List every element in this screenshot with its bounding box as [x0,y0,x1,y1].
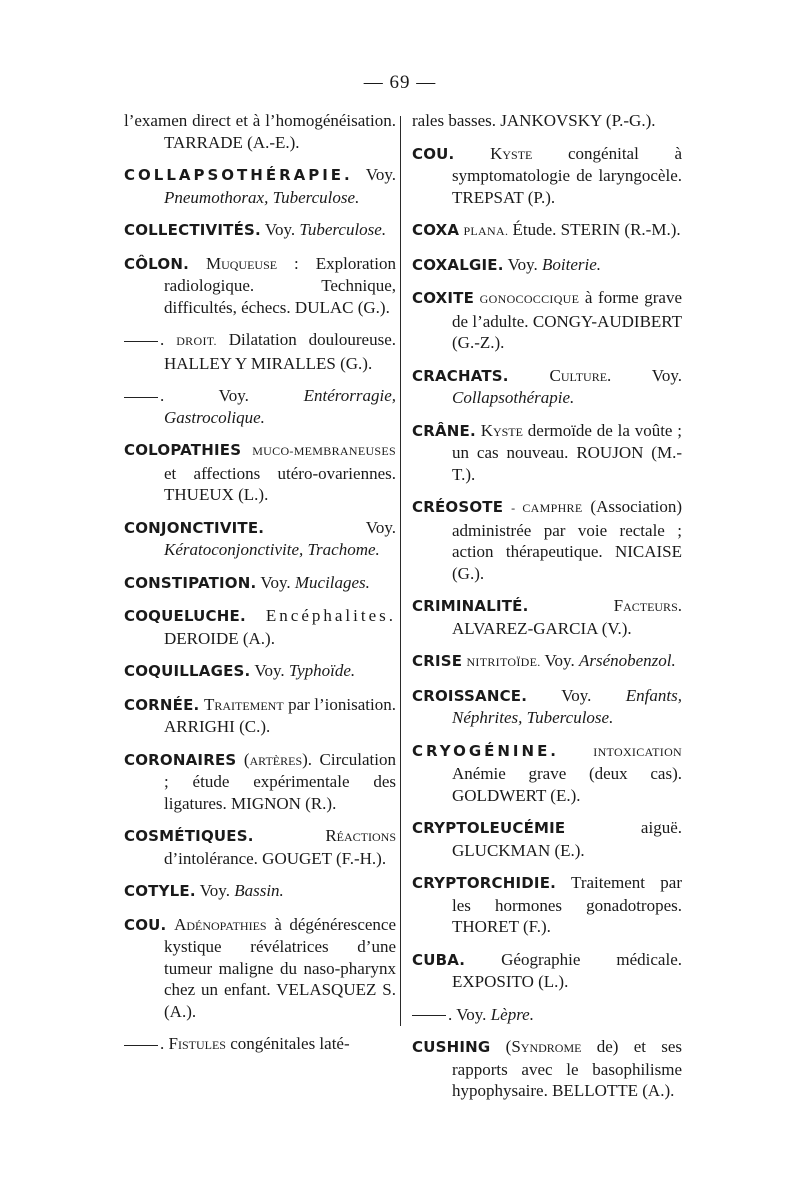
entry-references: Typhoïde. [288,661,356,680]
index-entry [124,660,396,683]
index-entry [124,439,396,506]
entry-references: Boiterie. [542,254,602,274]
entry-references: Entérorragie, Gastrocolique. [164,386,396,427]
index-entry [124,219,396,242]
entry-heading: CÔLON. [124,254,189,273]
entry-heading: COU. [124,915,167,934]
index-entry [412,650,682,674]
entry-text: d’intolérance. GOUGET (F.-H.). [164,848,387,868]
entry-text: Géographie médicale. EXPOSITO (L.). [452,949,682,991]
entry-text: et affections utéro-ovariennes. THUEUX (L.). [164,463,396,504]
entry-text: par l’ionisation. ARRIGHI (C.). [164,694,396,736]
index-entry [412,143,682,209]
entry-text: Dilatation douloureuse. HALLEY Y MIRALLES (G.). [164,330,397,373]
entry-text: Anémie grave (deux cas). GOLDWERT (E.). [452,764,682,805]
page-number: — 69 — [363,72,437,93]
entry-text: congénitales laté- [225,1034,350,1053]
entry-voy: Voy. [456,1004,487,1024]
entry-text: rales basses. JANKOVSKY (P.-G.). [412,111,656,130]
entry-subheading: - CAMPHRE [511,501,583,515]
entry-subheading: Traitement [203,694,284,714]
entry-text: ALVAREZ-GARCIA (V.). [452,618,632,638]
entry-subheading: Encéphalites. [265,606,396,625]
index-entry [124,914,396,1023]
index-entry [124,164,396,208]
entry-text: de) et ses rapports avec le basophilisme hypophysaire. BELLOTTE (A.). [452,1037,682,1100]
repeat-dash [412,1015,446,1016]
index-entry [412,219,682,243]
entry-subheading: Facteurs. [613,596,682,615]
entry-subheading: Adénopathies [174,914,267,934]
index-entry [412,1036,682,1102]
entry-references: Lèpre. [490,1004,534,1024]
entry-text: : Exploration radiologique. Technique, difficultés, échecs. DULAC (G.). [164,253,397,317]
entry-references: Kératoconjonctivite, Trachome. [164,540,380,559]
index-entry [412,595,682,639]
index-entry [124,517,396,561]
entry-heading: COXALGIE. [412,255,504,274]
entry-heading: COLLECTIVITÉS. [124,221,261,239]
entry-subheading: GONOCOCCIQUE [479,292,580,306]
entry-voy: Voy. [365,517,396,537]
index-entry [412,110,682,132]
index-entry [124,694,396,738]
entry-text: DEROIDE (A.). [164,628,275,648]
entry-subheading: Kyste [490,143,533,163]
entry-voy: Voy. [264,220,296,239]
dash-suffix: . [160,386,165,405]
column-divider [400,116,401,1026]
entry-voy: Voy. [507,254,538,274]
entry-heading: CONJONCTIVITE. [124,518,265,537]
entry-heading: CROISSANCE. [412,686,528,705]
index-entry [124,1033,396,1055]
entry-text: dermoïde de la voûte ; un cas nouveau. ROUJON (M.-T.). [452,420,682,484]
entry-subheading: DROIT. [176,334,217,348]
entry-voy: Voy. [611,365,682,385]
entry-text: l’examen direct et à l’homogénéisation. TARRADE (A.-E.). [124,111,396,152]
entry-heading: CUSHING [412,1038,491,1056]
entry-heading: COQUILLAGES. [124,662,251,680]
dash-suffix: . [160,1034,165,1053]
entry-subheading: (artères). [243,749,313,769]
entry-references: Enfants, Néphrites, Tuberculose. [452,685,682,727]
entry-text: à dégénérescence kystique révélatrices d’une tumeur maligne du naso-pharynx chez un enfant. VELASQUEZ S. (A.). [164,914,397,1021]
entry-text: Étude. STERIN (R.-M.). [508,220,681,239]
entry-references: Tuberculose. [299,220,387,239]
index-entry [412,365,682,409]
entry-text: Traitement par les hormones gonadotropes. THORET (F.). [452,873,682,936]
dash-suffix: . [448,1004,453,1024]
left-column [124,112,396,1066]
entry-text: congénital à symptomatologie de laryngocèle. TREPSAT (P.). [452,143,682,207]
entry-heading: COLOPATHIES [124,441,242,459]
index-entry [412,254,682,277]
repeat-dash [124,1045,158,1046]
entry-subheading: PLANA. [463,224,509,238]
entry-subheading: INTOXICATION [593,744,682,759]
entry-subheading: Culture. [549,365,612,385]
entry-voy: Voy. [561,685,592,705]
entry-heading: CRIMINALITÉ. [412,597,529,615]
entry-subheading: Muqueuse [205,253,278,273]
entry-heading: COXA [412,221,460,239]
entry-heading: COSMÉTIQUES. [124,827,254,845]
entry-text: Circulation ; étude expérimentale des ligatures. MIGNON (R.). [164,749,396,813]
entry-voy: Voy. [199,881,230,900]
entry-text: aiguë. GLUCKMAN (E.). [452,818,682,860]
entry-heading: CRACHATS. [412,366,509,385]
index-entry [412,740,682,807]
index-entry [412,496,682,584]
entry-references: Bassin. [234,881,284,900]
entry-references: Collapsothérapie. [452,388,575,407]
entry-voy: Voy. [218,386,249,405]
entry-subheading: (Syndrome [505,1037,582,1056]
entry-references: Mucilages. [294,572,370,592]
index-entry [412,1004,682,1026]
entry-heading: CORNÉE. [124,695,200,714]
index-entry [412,817,682,861]
entry-voy: Voy. [254,661,285,680]
entry-heading: COLLAPSOTHÉRAPIE. [124,166,353,184]
entry-subheading: MUCO-MEMBRANEUSES [252,444,396,458]
entry-heading: CRISE [412,652,463,670]
index-entry [124,253,396,319]
entry-heading: COXITE [412,289,475,307]
right-column [412,112,682,1113]
index-entry [124,880,396,903]
entry-text: (Association) administrée par voie rectale ; action thérapeutique. NICAISE (G.). [452,497,683,583]
entry-heading: CRYOGÉNINE. [412,741,560,760]
entry-heading: CRYPTOLEUCÉMIE [412,819,566,837]
index-entry [412,949,682,993]
entry-subheading: Réactions [325,826,396,845]
entry-voy: Voy. [365,165,396,184]
entry-heading: CRÂNE. [412,421,476,440]
repeat-dash [124,397,158,398]
entry-voy: Voy. [260,572,291,592]
index-entry [124,110,396,153]
entry-heading: COQUELUCHE. [124,607,246,625]
entry-subheading: NITRITOÏDE. [466,655,541,669]
index-entry [124,329,396,374]
entry-text: à forme grave de l’adulte. CONGY-AUDIBERT (G.-Z.). [452,288,682,352]
index-entry [124,825,396,869]
entry-heading: COTYLE. [124,882,196,900]
index-entry [124,385,396,428]
entry-heading: CORONAIRES [124,750,237,769]
entry-heading: CRYPTORCHIDIE. [412,874,557,892]
entry-references: Arsénobenzol. [578,651,676,670]
index-entry [412,872,682,938]
index-entry [412,287,682,354]
entry-heading: CUBA. [412,950,466,969]
entry-heading: CONSTIPATION. [124,573,257,592]
entry-subheading: Fistules [168,1034,226,1053]
entry-voy: Voy. [540,651,575,670]
entry-subheading: Kyste [480,420,523,440]
index-entry [124,749,396,815]
repeat-dash [124,341,158,342]
index-entry [124,605,396,649]
index-entry [124,572,396,595]
entry-heading: COU. [412,144,455,163]
dash-suffix: . [160,330,165,349]
index-entry [412,685,682,729]
entry-references: Pneumothorax, Tuberculose. [164,187,360,207]
index-entry [412,420,682,486]
entry-heading: CRÉOSOTE [412,498,504,516]
